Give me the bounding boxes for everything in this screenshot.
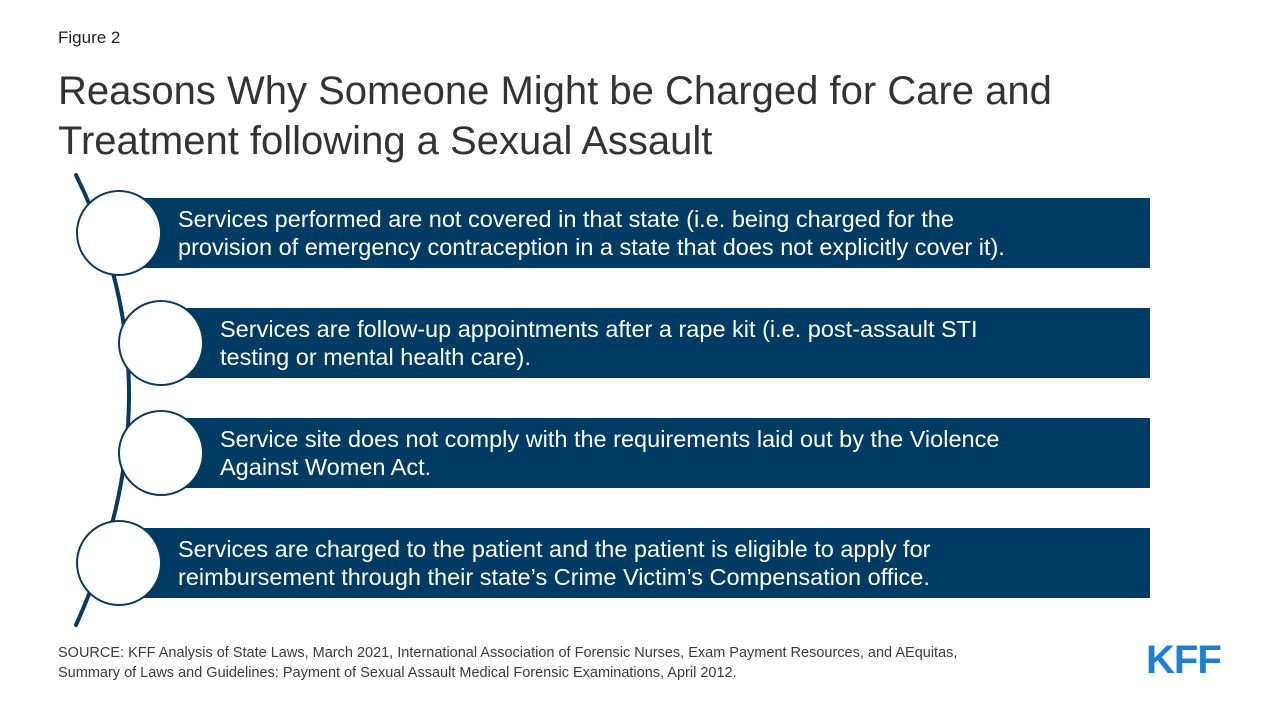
reason-bar-2 bbox=[162, 308, 1150, 378]
reason-marker-3 bbox=[118, 410, 204, 496]
reason-bar-3 bbox=[162, 418, 1150, 488]
title-line-2: Treatment following a Sexual Assault bbox=[58, 119, 713, 163]
source-note bbox=[58, 643, 1098, 683]
reason-marker-2 bbox=[118, 300, 204, 386]
reason-marker-1 bbox=[76, 190, 162, 276]
reason-marker-4 bbox=[76, 520, 162, 606]
reason-1-line-2: provision of emergency contraception in a state that does not explicitly cover it). bbox=[178, 234, 1005, 260]
reason-bar-1 bbox=[120, 198, 1150, 268]
reason-1-line-1: Services performed are not covered in that state (i.e. being charged for the bbox=[178, 206, 954, 232]
reason-4-line-2: reimbursement through their state’s Crime Victim’s Compensation office. bbox=[178, 564, 930, 590]
source-line-1: SOURCE: KFF Analysis of State Laws, March 2021, International Association of Forensic Nurses, Exam Payment Resources, and AEquitas, bbox=[58, 645, 958, 661]
title-line-1: Reasons Why Someone Might be Charged for Care and bbox=[58, 69, 1052, 113]
reason-4-line-1: Services are charged to the patient and the patient is eligible to apply for bbox=[178, 536, 931, 562]
reason-3-line-2: Against Women Act. bbox=[220, 454, 432, 480]
source-line-2: Summary of Laws and Guidelines: Payment of Sexual Assault Medical Forensic Examinations, April 2012. bbox=[58, 665, 737, 681]
reason-bar-4 bbox=[120, 528, 1150, 598]
figure-label: Figure 2 bbox=[58, 28, 121, 47]
reason-3-line-1: Service site does not comply with the requirements laid out by the Violence bbox=[220, 426, 1000, 452]
reason-2-line-1: Services are follow-up appointments after a rape kit (i.e. post-assault STI bbox=[220, 316, 978, 342]
kff-logo: KFF bbox=[1146, 638, 1221, 682]
reason-2-line-2: testing or mental health care). bbox=[220, 344, 531, 370]
